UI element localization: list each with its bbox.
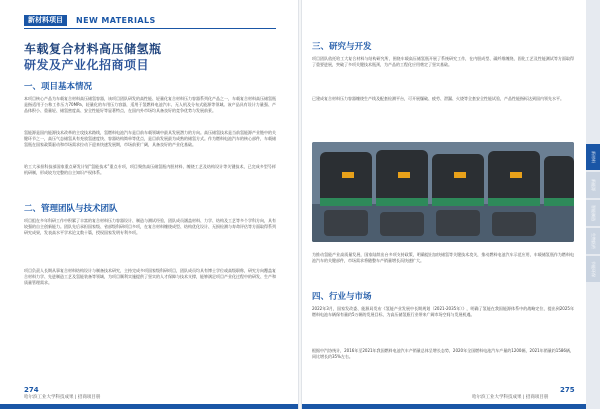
footer-right: 哈尔滨工业大学科技成果 | 招商项目册 xyxy=(472,395,549,400)
paragraph: 哈工大承担科技部国家重点研发计划“氢能技术”重点专项，项目聚焦高压储氢瓶内胆材料、缠绕工艺及结构设计等关键技术，已完成多型号样机研制，形成较为完整的自主知识产权体系。 xyxy=(24,164,276,175)
hydrogen-tank-photo xyxy=(312,142,574,242)
left-page xyxy=(0,0,298,409)
category-english: NEW MATERIALS xyxy=(76,16,156,25)
page-number-left: 274 xyxy=(24,386,39,394)
paragraph: 本项目核心产品为车载复合材料高压储氢容器，该项目团队研发的高性能、轻量化复合材料压力容器系列化产品之一，车载复合材料高压储氢瓶是指适用于公称工作压力70MPa，轻量化的车用压力容器，适用于氢燃料电池汽车、无人机及分布式能源等领域。该产品具有设计力量强、产品体积小、重量轻、储氢密度高、安全性能好等显著特点，在国内外市场均具备良好的竞争优势与发展前景。 xyxy=(24,96,276,113)
paragraph: 2022年3月，国家发改委、能源局发布《氢能产业发展中长期规划（2021-2035年）》，明确了氢能在我国能源体系中的战略定位，提出到2025年燃料电池车辆保有量约5万辆的发展目标，为高压储氢瓶行业带来广阔市场空间与发展机遇。 xyxy=(312,306,574,317)
section-heading-market: 四、行业与市场 xyxy=(312,292,372,302)
tank-array-illustration xyxy=(312,142,574,242)
paragraph: 已建成复合材料压力容器缠绕生产线及配套检测平台，可开展爆破、疲劳、泄漏、火烧等全套安全性能试验，产品性能指标达到国内领先水平。 xyxy=(312,96,564,101)
paragraph: 为推动氢能产业高质量发展，国家陆续出台多项支持政策，明确提出加快储氢等关键技术攻关，推动燃料电池汽车示范应用，车载储氢瓶作为燃料电池汽车的关键部件，市场需求将随整车产销量增长而快速扩大。 xyxy=(312,252,574,263)
footer-left: 哈尔滨工业大学科技成果 | 招商项目册 xyxy=(24,395,101,400)
page-number-right: 275 xyxy=(560,386,575,394)
footer-bar xyxy=(302,404,600,409)
section-tab[interactable]: 新能源 xyxy=(586,172,600,198)
header-divider xyxy=(24,28,276,29)
footer-bar xyxy=(0,404,298,409)
section-tab[interactable]: 节能环保 xyxy=(586,256,600,282)
paragraph: 根据中汽协统计，2016年至2021年我国燃料电池汽车产销量总体呈增长态势，2020年全国燃料电池汽车产量约1200辆，2021年销量约1586辆，同比增长约35%左右。 xyxy=(312,348,574,359)
section-tab[interactable]: 生物医药 xyxy=(586,228,600,254)
section-heading-rnd: 三、研究与开发 xyxy=(312,42,372,52)
category-badge: 新材料项目 xyxy=(24,15,67,26)
paragraph: 项目团队依托哈工大复合材料与结构研究所，围绕车载高压储氢瓶开展了系统研究工作，在内胆成型、碳纤维缠绕、固化工艺及性能测试等方面取得了重要进展，突破了多项关键技术瓶颈，为产品的工程化应用奠定了坚实基础。 xyxy=(312,56,574,67)
section-tab[interactable]: 智能制造 xyxy=(586,200,600,226)
project-title: 车载复合材料高压储氢瓶 xyxy=(24,42,162,56)
paragraph: 氢能源是国内能源技术改革的主攻技术路线，氢燃料电池汽车是目前车载领域中最具发展潜力的方向。高压储氢技术是当前氢能源产业链中的关键环节之一，高压气态储氢具有充放氢速度快、容器结构简单等优点，是目前发展最为成熟的储氢方式。作为燃料电池汽车的核心部件，车载储氢瓶在国家政策驱动和市场需求拉动下迎来快速发展期，市场前景广阔，具备良好的产业化基础。 xyxy=(24,130,276,147)
paragraph: 项目组在多年科研工作中积累了丰富的复合材料压力容器设计、制造与测试经验，团队成员涵盖材料、力学、结构及工艺等多个学科方向，具有较强的自主创新能力。团队先后承担国家级、省部级科研项目多项，在复合材料缠绕成型、结构优化设计、无损检测与寿命评估等方面取得系列研究成果，发表高水平学术论文数十篇，授权国家发明专利多项。 xyxy=(24,218,276,235)
paragraph: 项目负责人长期从事复合材料结构设计与制备技术研究，主持完成多项国家级科研项目，团队成员均具有博士学位或高级职称，研究方向覆盖复合材料力学、先进制造工艺及氢能装备等领域，为项目顺利实施提供了坚实的人才保障与技术支撑，能够满足项目产业化过程中的研发、生产和质量管理需求。 xyxy=(24,268,276,285)
section-heading-team: 二、管理团队与技术团队 xyxy=(24,204,118,214)
section-heading-basic-info: 一、项目基本情况 xyxy=(24,82,93,92)
section-tab[interactable]: 新材料 xyxy=(586,144,600,170)
right-page xyxy=(302,0,600,409)
section-tabs xyxy=(586,144,600,284)
project-subtitle: 研发及产业化招商项目 xyxy=(24,58,150,72)
